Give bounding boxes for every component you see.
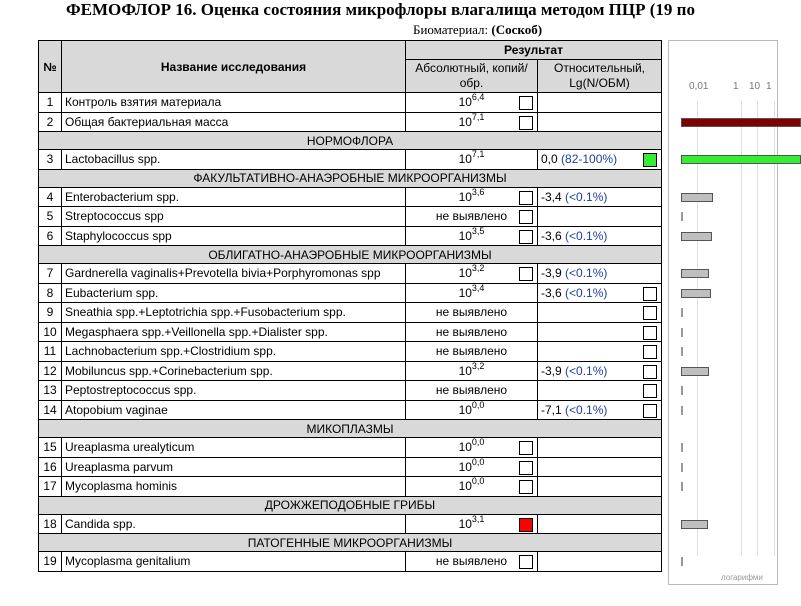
rel-indicator-box (643, 365, 657, 379)
test-name: Mycoplasma hominis (62, 477, 406, 497)
value-exponent: 7,1 (471, 111, 485, 122)
value-base: 10 (458, 440, 472, 455)
relative-number: -3,6 (541, 228, 562, 243)
relative-range: (<0.1%) (565, 228, 608, 243)
relative-number: 0,0 (541, 152, 558, 167)
not-detected-text: не выявлено (435, 554, 508, 569)
row-number: 8 (39, 283, 62, 303)
relative-value (538, 400, 662, 420)
value-base: 10 (458, 402, 472, 417)
table-row (39, 514, 662, 534)
value-exponent: 0,0 (471, 437, 485, 448)
test-name: Sneathia spp.+Leptotrichia spp.+Fusobacterium spp. (62, 303, 406, 323)
table-row (39, 361, 662, 381)
table-row (39, 477, 662, 497)
value-exponent: 0,0 (471, 456, 485, 467)
abs-indicator-box (519, 191, 533, 205)
rel-indicator-box (643, 326, 657, 340)
value-base: 10 (458, 516, 472, 531)
table-row (39, 93, 662, 113)
row-number: 13 (39, 381, 62, 401)
row-number: 12 (39, 361, 62, 381)
test-name: Atopobium vaginae (62, 400, 406, 420)
chart-bar (681, 557, 683, 566)
value-base: 10 (458, 228, 472, 243)
row-number: 17 (39, 477, 62, 497)
chart-gridline (774, 101, 775, 556)
relative-value (538, 381, 662, 401)
value-exponent: 0,0 (471, 399, 485, 410)
absolute-value (406, 438, 538, 458)
chart-gridline (757, 101, 758, 556)
value-exponent: 6,4 (471, 92, 485, 103)
abs-indicator-box (519, 116, 533, 130)
value-exponent: 3,5 (471, 225, 485, 236)
section-row (39, 420, 662, 438)
chart-bar (681, 463, 683, 472)
absolute-value (406, 361, 538, 381)
test-name: Ureaplasma urealyticum (62, 438, 406, 458)
value-base: 10 (458, 266, 472, 281)
relative-value (538, 457, 662, 477)
section-row (39, 169, 662, 187)
chart-bar (681, 386, 683, 395)
section-row (39, 534, 662, 552)
rel-indicator-box (643, 384, 657, 398)
chart-tick-label: 10 (749, 81, 761, 92)
absolute-value (406, 457, 538, 477)
row-number: 7 (39, 264, 62, 284)
chart-bar (681, 520, 708, 529)
section-title: МИКОПЛАЗМЫ (39, 420, 662, 438)
chart-bar (681, 367, 709, 376)
value-exponent: 7,1 (471, 149, 485, 160)
table-row (39, 226, 662, 246)
abs-indicator-box (519, 480, 533, 494)
abs-indicator-box (519, 441, 533, 455)
absolute-value (406, 381, 538, 401)
table-row (39, 283, 662, 303)
relative-value (538, 283, 662, 303)
value-base: 10 (458, 114, 472, 129)
abs-indicator-box (519, 555, 533, 569)
not-detected-text: не выявлено (435, 209, 508, 224)
absolute-value (406, 322, 538, 342)
abs-indicator-box (519, 518, 533, 532)
section-title: ДРОЖЖЕПОДОБНЫЕ ГРИБЫ (39, 496, 662, 514)
test-name: Megasphaera spp.+Veillonella spp.+Dialister spp. (62, 322, 406, 342)
relative-value (538, 264, 662, 284)
chart-bar (681, 482, 683, 491)
rel-indicator-box (643, 404, 657, 418)
biomaterial (413, 22, 542, 38)
relative-value (538, 438, 662, 458)
test-name: Ureaplasma parvum (62, 457, 406, 477)
value-base: 10 (458, 285, 472, 300)
chart-bar (681, 232, 712, 241)
chart-bar (681, 328, 683, 337)
value-exponent: 3,4 (471, 282, 485, 293)
relative-value (538, 93, 662, 113)
relative-value (538, 477, 662, 497)
section-title: ПАТОГЕННЫЕ МИКРООРГАНИЗМЫ (39, 534, 662, 552)
biomaterial-value: (Соскоб) (491, 22, 543, 37)
test-name: Peptostreptococcus spp. (62, 381, 406, 401)
chart-bar (681, 347, 683, 356)
absolute-value (406, 264, 538, 284)
relative-number: -3,4 (541, 189, 562, 204)
relative-value (538, 207, 662, 227)
row-number: 5 (39, 207, 62, 227)
test-name: Gardnerella vaginalis+Prevotella bivia+Porphyromonas spp (62, 264, 406, 284)
col-rel-header: Относительный, Lg(N/ОБМ) (538, 60, 662, 93)
table-row (39, 303, 662, 323)
value-base: 10 (458, 459, 472, 474)
col-result-header: Результат (406, 41, 662, 60)
table-row (39, 264, 662, 284)
report-title: ФЕМОФЛОР 16. Оценка состояния микрофлоры влагалища методом ПЦР (19 по (66, 0, 695, 19)
value-exponent: 3,2 (471, 263, 485, 274)
chart-gridline (741, 101, 742, 556)
value-exponent: 3,6 (471, 186, 485, 197)
absolute-value (406, 187, 538, 207)
section-row (39, 132, 662, 150)
test-name: Lactobacillus spp. (62, 150, 406, 170)
value-base: 10 (458, 479, 472, 494)
section-row (39, 246, 662, 264)
chart-tick-label: 0,01 (689, 81, 709, 92)
test-name: Контроль взятия материала (62, 93, 406, 113)
relative-range: (82-100%) (561, 152, 618, 167)
test-name: Candida spp. (62, 514, 406, 534)
row-number: 11 (39, 342, 62, 362)
row-number: 10 (39, 322, 62, 342)
col-num-header: № (39, 41, 62, 93)
test-name: Enterobacterium spp. (62, 187, 406, 207)
value-base: 10 (458, 189, 472, 204)
table-row (39, 322, 662, 342)
relative-value (538, 226, 662, 246)
rel-indicator-box (643, 287, 657, 301)
rel-indicator-box (643, 153, 657, 167)
chart-tick-label: 1 (733, 81, 739, 92)
relative-number: -7,1 (541, 402, 562, 417)
row-number: 6 (39, 226, 62, 246)
table-row (39, 457, 662, 477)
table-row (39, 187, 662, 207)
test-name: Mycoplasma genitalium (62, 552, 406, 572)
chart-tick-label: 1 (766, 81, 772, 92)
test-name: Lachnobacterium spp.+Clostridium spp. (62, 342, 406, 362)
row-number: 1 (39, 93, 62, 113)
chart-bar (681, 269, 709, 278)
table-row (39, 438, 662, 458)
absolute-value (406, 150, 538, 170)
chart-bar (681, 289, 711, 298)
test-name: Общая бактериальная масса (62, 112, 406, 132)
results-table (38, 40, 662, 572)
relative-number: -3,6 (541, 285, 562, 300)
value-base: 10 (458, 152, 472, 167)
relative-value (538, 552, 662, 572)
col-abs-header: Абсолютный, копий/обр. (406, 60, 538, 93)
table-row (39, 112, 662, 132)
chart-footer: логарифми (721, 573, 763, 582)
relative-value (538, 303, 662, 323)
relative-value (538, 322, 662, 342)
absolute-value (406, 226, 538, 246)
row-number: 3 (39, 150, 62, 170)
relative-range: (<0.1%) (565, 402, 608, 417)
relative-value (538, 361, 662, 381)
row-number: 9 (39, 303, 62, 323)
chart-bar (681, 155, 801, 164)
table-row (39, 150, 662, 170)
chart-bar (681, 118, 801, 127)
value-exponent: 3,2 (471, 360, 485, 371)
test-name: Staphylococcus spp (62, 226, 406, 246)
relative-number: -3,9 (541, 266, 562, 281)
relative-range: (<0.1%) (565, 189, 608, 204)
relative-value (538, 187, 662, 207)
abs-indicator-box (519, 267, 533, 281)
value-exponent: 0,0 (471, 476, 485, 487)
relative-value (538, 514, 662, 534)
value-exponent: 3,1 (471, 513, 485, 524)
relative-value (538, 342, 662, 362)
absolute-value (406, 514, 538, 534)
chart-bar (681, 212, 683, 221)
row-number: 18 (39, 514, 62, 534)
absolute-value (406, 93, 538, 113)
relative-range: (<0.1%) (565, 363, 608, 378)
not-detected-text: не выявлено (435, 324, 508, 339)
test-name: Mobiluncus spp.+Corinebacterium spp. (62, 361, 406, 381)
value-base: 10 (458, 363, 472, 378)
absolute-value (406, 400, 538, 420)
absolute-value (406, 207, 538, 227)
relative-range: (<0.1%) (565, 285, 608, 300)
abs-indicator-box (519, 230, 533, 244)
relative-value (538, 150, 662, 170)
absolute-value (406, 477, 538, 497)
table-row (39, 552, 662, 572)
rel-indicator-box (643, 306, 657, 320)
table-row (39, 342, 662, 362)
relative-value (538, 112, 662, 132)
table-row (39, 381, 662, 401)
absolute-value (406, 112, 538, 132)
absolute-value (406, 342, 538, 362)
abs-indicator-box (519, 210, 533, 224)
row-number: 4 (39, 187, 62, 207)
row-number: 19 (39, 552, 62, 572)
section-title: ОБЛИГАТНО-АНАЭРОБНЫЕ МИКРООРГАНИЗМЫ (39, 246, 662, 264)
relative-range: (<0.1%) (565, 266, 608, 281)
chart-bar (681, 193, 713, 202)
chart-bar (681, 406, 683, 415)
section-title: НОРМОФЛОРА (39, 132, 662, 150)
test-name: Streptococcus spp (62, 207, 406, 227)
absolute-value (406, 283, 538, 303)
section-title: ФАКУЛЬТАТИВНО-АНАЭРОБНЫЕ МИКРООРГАНИЗМЫ (39, 169, 662, 187)
value-base: 10 (458, 95, 472, 110)
biomaterial-label: Биоматериал: (413, 22, 489, 37)
chart-gridline (697, 101, 698, 556)
relative-number: -3,9 (541, 363, 562, 378)
bar-chart (668, 40, 778, 585)
abs-indicator-box (519, 96, 533, 110)
row-number: 15 (39, 438, 62, 458)
section-row (39, 496, 662, 514)
row-number: 16 (39, 457, 62, 477)
row-number: 14 (39, 400, 62, 420)
absolute-value (406, 552, 538, 572)
rel-indicator-box (643, 345, 657, 359)
absolute-value (406, 303, 538, 323)
row-number: 2 (39, 112, 62, 132)
table-row (39, 400, 662, 420)
not-detected-text: не выявлено (435, 383, 508, 398)
col-name-header: Название исследования (62, 41, 406, 93)
abs-indicator-box (519, 461, 533, 475)
test-name: Eubacterium spp. (62, 283, 406, 303)
not-detected-text: не выявлено (435, 305, 508, 320)
chart-bar (681, 443, 683, 452)
table-row (39, 207, 662, 227)
chart-bar (681, 308, 683, 317)
not-detected-text: не выявлено (435, 344, 508, 359)
